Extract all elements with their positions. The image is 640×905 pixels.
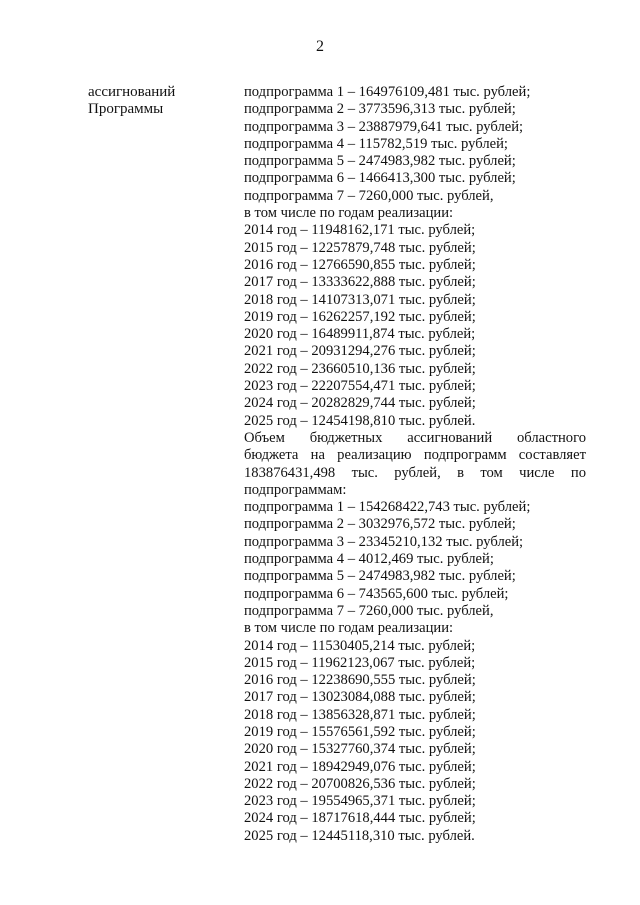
year-line: 2025 год – 12454198,810 тыс. рублей.: [244, 412, 476, 429]
text-line: в том числе по годам реализации:: [244, 620, 454, 637]
paragraph-line: подпрограммам:: [244, 481, 347, 498]
year-line: 2014 год – 11530405,214 тыс. рублей;: [244, 637, 476, 654]
text-line: подпрограмма 2 – 3032976,572 тыс. рублей;: [244, 516, 516, 533]
year-line: 2020 год – 16489911,874 тыс. рублей;: [244, 326, 476, 343]
year-line: 2023 год – 22207554,471 тыс. рублей;: [244, 378, 476, 395]
text-line: подпрограмма 3 – 23887979,641 тыс. рублей;: [244, 118, 524, 135]
year-line: 2018 год – 14107313,071 тыс. рублей;: [244, 291, 476, 308]
text-line: подпрограмма 2 – 3773596,313 тыс. рублей;: [244, 101, 516, 118]
text-line: подпрограмма 5 – 2474983,982 тыс. рублей;: [244, 153, 516, 170]
text-line: подпрограмма 5 – 2474983,982 тыс. рублей;: [244, 568, 516, 585]
year-line: 2016 год – 12238690,555 тыс. рублей;: [244, 672, 476, 689]
left-label: ассигнований: [88, 84, 176, 100]
text-line: подпрограмма 4 – 4012,469 тыс. рублей;: [244, 551, 494, 568]
text-line: подпрограмма 4 – 115782,519 тыс. рублей;: [244, 135, 508, 152]
year-line: 2017 год – 13023084,088 тыс. рублей;: [244, 689, 476, 706]
year-line: 2022 год – 23660510,136 тыс. рублей;: [244, 360, 476, 377]
year-line: 2015 год – 11962123,067 тыс. рублей;: [244, 654, 476, 671]
paragraph-line: 183876431,498 тыс. рублей, в том числе по: [244, 464, 586, 481]
left-column-labels: [88, 84, 175, 118]
year-line: 2022 год – 20700826,536 тыс. рублей;: [244, 775, 476, 792]
year-line: 2019 год – 15576561,592 тыс. рублей;: [244, 723, 476, 740]
text-line: подпрограмма 7 – 7260,000 тыс. рублей,: [244, 187, 494, 204]
year-line: 2025 год – 12445118,310 тыс. рублей.: [244, 827, 475, 844]
year-line: 2019 год – 16262257,192 тыс. рублей;: [244, 308, 476, 325]
left-label: Программы: [88, 101, 164, 118]
year-line: 2015 год – 12257879,748 тыс. рублей;: [244, 239, 476, 256]
text-line: подпрограмма 1 – 154268422,743 тыс. рублей;: [244, 499, 531, 516]
paragraph-line: Объем бюджетных ассигнований областного: [244, 429, 586, 446]
right-column-text: [244, 84, 586, 845]
year-line: 2014 год – 11948162,171 тыс. рублей;: [244, 222, 476, 239]
text-line: подпрограмма 6 – 743565,600 тыс. рублей;: [244, 585, 509, 602]
paragraph-line: бюджета на реализацию подпрограмм составляет: [244, 447, 586, 464]
text-line: подпрограмма 7 – 7260,000 тыс. рублей,: [244, 602, 494, 619]
text-line: подпрограмма 3 – 23345210,132 тыс. рублей;: [244, 533, 524, 550]
year-line: 2018 год – 13856328,871 тыс. рублей;: [244, 706, 476, 723]
text-line: подпрограмма 6 – 1466413,300 тыс. рублей;: [244, 170, 516, 187]
text-line: в том числе по годам реализации:: [244, 205, 454, 222]
year-line: 2024 год – 18717618,444 тыс. рублей;: [244, 810, 476, 827]
year-line: 2023 год – 19554965,371 тыс. рублей;: [244, 793, 476, 810]
text-line: подпрограмма 1 – 164976109,481 тыс. рублей;: [244, 84, 531, 100]
year-line: 2020 год – 15327760,374 тыс. рублей;: [244, 741, 476, 758]
year-line: 2017 год – 13333622,888 тыс. рублей;: [244, 274, 476, 291]
year-line: 2016 год – 12766590,855 тыс. рублей;: [244, 256, 476, 273]
year-line: 2021 год – 18942949,076 тыс. рублей;: [244, 758, 476, 775]
year-line: 2024 год – 20282829,744 тыс. рублей;: [244, 395, 476, 412]
page-number: 2: [316, 38, 324, 55]
year-line: 2021 год – 20931294,276 тыс. рублей;: [244, 343, 476, 360]
